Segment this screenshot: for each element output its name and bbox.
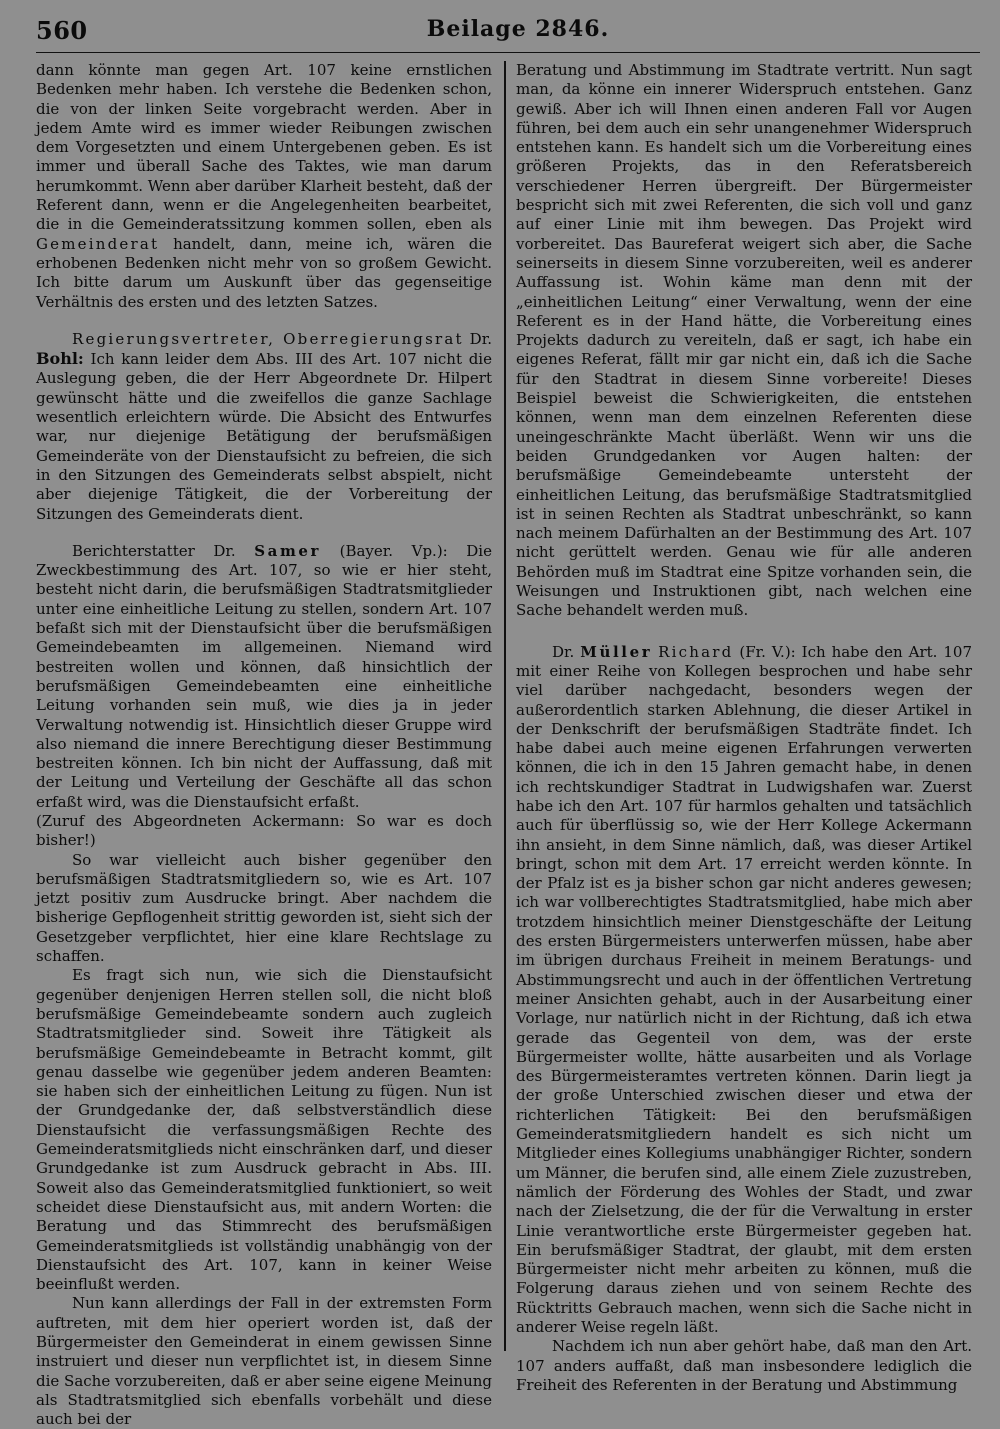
right-column <box>516 61 972 1429</box>
speaker-role: Berichterstatter Dr. <box>72 541 236 560</box>
left-column <box>36 61 492 1429</box>
paragraph: Nun kann allerdings der Fall in der extremsten Form auftreten, mit dem hier operiert worden ist, daß der Bürgermeister den Gemeinderat in einem gewissen Sinne instruiert und dieser nun verpflichtet ist, in diesem Sinne die Sache vorzubereiten, daß er aber seine eigene Meinung als Stadtratsmitglied sich ebenfalls vorbehält und diese auch bei der <box>36 1294 492 1429</box>
paragraph: Es fragt sich nun, wie sich die Dienstaufsicht gegenüber denjenigen Herren stellen soll, die nicht bloß berufsmäßige Gemeindebeamte sondern auch zugleich Stadtratsmitglieder sind. Soweit ihre Tätigkeit als berufsmäßige Gemeindebeamte in Betracht kommt, gilt genau dasselbe wie gegenüber jedem anderen Beamten: sie haben sich der einheitlichen Leitung zu fügen. Nun ist der Grundgedanke der, daß selbstverständlich diese Dienstaufsicht die verfassungsmäßigen Rechte des Gemeinderatsmitglieds nicht einschränken darf, und dieser Grundgedanke ist zum Ausdruck gebracht in Abs. III. Soweit also das Gemeinderatsmitglied funktioniert, so weit scheidet diese Dienstaufsicht aus, mit andern Worten: die Beratung und das Stimmrecht des berufsmäßigen Gemeinderatsmitglieds ist vollständig unabhängig von der Dienstaufsicht des Art. 107, kann in keiner Weise beeinflußt werden. <box>36 966 492 1294</box>
page-number: 560 <box>36 16 88 45</box>
interjection: (Zuruf des Abgeordneten Ackermann: So war es doch bisher!) <box>36 811 492 850</box>
speech-samer: Berichterstatter Dr. Samer (Bayer. Vp.): Die Zweckbestimmung des Art. 107, so wie er hier steht, besteht nicht darin, die berufsmäßigen Stadtratsmitglieder unter eine einheitliche Leitung zu stellen, sondern Art. 107 befaßt sich mit der Dienstaufsicht über die berufsmäßigen Gemeindebeamten im allgemeinen. Niemand wird bestreiten wollen und können, daß hinsichtlich der berufsmäßigen Gemeindebeamten eine einheitliche Leitung vorhanden sein muß, wie dies ja in jeder Verwaltung notwendig ist. Hinsichtlich dieser Gruppe wird also niemand die innere Berechtigung dieser Bestimmung bestreiten können. Ich bin nicht der Auffassung, daß mit der Leitung und Verteilung der Geschäfte all das schon erfaßt wird, was die Dienstaufsicht erfaßt. <box>36 541 492 811</box>
speaker-name: Samer <box>254 541 322 560</box>
paragraph: So war vielleicht auch bisher gegenüber den berufsmäßigen Stadtratsmitgliedern so, wie es Art. 107 jetzt positiv zum Ausdrucke bringt. Aber nachdem die bisherige Gepflogenheit strittig geworden ist, sieht sich der Gesetzgeber verpflichtet, hier eine klare Rechtslage zu schaffen. <box>36 850 492 966</box>
column-divider <box>504 61 506 1351</box>
speech-mueller: Dr. Müller Richard (Fr. V.): Ich habe den Art. 107 mit einer Reihe von Kollegen besprochen und habe sehr viel darüber nachgedacht, besonders wegen der außerordentlich starken Ablehnung, die dieser Artikel in der Denkschrift der berufsmäßigen Stadträte findet. Ich habe dabei auch meine eigenen Erfahrungen verwerten können, die ich in den 15 Jahren gemacht habe, in denen ich rechtskundiger Stadtrat in Ludwigshafen war. Zuerst habe ich den Art. 107 für harmlos gehalten und tatsächlich auch für überflüssig so, wie der Herr Kollege Ackermann ihn ansieht, in dem Sinne nämlich, daß, was dieser Artikel bringt, schon mit dem Art. 17 erreicht werden könnte. In der Pfalz ist es ja bisher schon gar nicht anderes gewesen; ich war vollberechtigtes Stadtratsmitglied, habe mich aber trotzdem hinsichtlich meiner Dienstgeschäfte der Leitung des ersten Bürgermeisters unterwerfen müssen, habe aber im übrigen durchaus Freiheit in meinem Beratungs- und Abstimmungsrecht und auch in der öffentlichen Vertretung meiner Ansichten gehabt, auch in der Ausarbeitung einer Vorlage, nur natürlich nicht in der Richtung, daß ich etwa gerade das Gegenteil von dem, was der erste Bürgermeister wollte, hätte ausarbeiten und als Vorlage des Bürgermeisteramtes vertreten können. Darin liegt ja der große Unterschied zwischen dieser und etwa der richterlichen Tätigkeit: Bei den berufsmäßigen Gemeinderatsmitgliedern handelt es sich nicht um Mitglieder eines Kollegiums unabhängiger Richter, sondern um Männer, die berufen sind, alle einem Ziele zuzustreben, nämlich der Förderung des Wohles der Stadt, und zwar nach der Zielsetzung, die der für die Verwaltung in erster Linie verantwortliche erste Bürgermeister gegeben hat. Ein berufsmäßiger Stadtrat, der glaubt, mit dem ersten Bürgermeister nicht mehr arbeiten zu können, muß die Folgerung daraus ziehen und von seinem Rechte des Rücktritts Gebrauch machen, wenn sich die Sache nicht in anderer Weise regeln läßt. <box>516 642 972 1336</box>
speaker-name: Müller <box>580 642 653 661</box>
paragraph: dann könnte man gegen Art. 107 keine ernstlichen Bedenken mehr haben. Ich verstehe die Bedenken schon, die von der linken Seite vorgebracht werden. Aber in jedem Amte wird es immer wieder Reibungen zwischen dem Vorgesetzten und einem Untergebenen geben. Es ist immer und überall Sache des Taktes, wie man darum herumkommt. Wenn aber darüber Klarheit besteht, daß der Referent dann, wenn er die Angelegenheiten bearbeitet, die in die Gemeinderatssitzung kommen sollen, eben als Gemeinderat handelt, dann, meine ich, wären die erhobenen Bedenken nicht mehr von so großem Gewicht. Ich bitte darum um Auskunft über das gegenseitige Verhältnis des ersten und des letzten Satzes. <box>36 61 492 311</box>
paragraph: Beratung und Abstimmung im Stadtrate vertritt. Nun sagt man, da könne ein innerer Widerspruch entstehen. Ganz gewiß. Aber ich will Ihnen einen anderen Fall vor Augen führen, bei dem auch ein sehr unangenehmer Widerspruch entstehen kann. Es handelt sich um die Vorbereitung eines größeren Projekts, das in den Referatsbereich verschiedener Herren übergreift. Der Bürgermeister bespricht sich mit zwei Referenten, die sich voll und ganz auf einer Linie mit ihm bewegen. Das Projekt wird vorbereitet. Das Baureferat weigert sich aber, die Sache seinerseits in diesem Sinne vorzubereiten, weil es anderer Auffassung ist. Wohin käme man denn mit der „einheitlichen Leitung“ einer Verwaltung, wenn der eine Referent es in der Hand hätte, die Vorbereitung eines Projekts dadurch zu vereiteln, daß er sagt, ich habe ein eigenes Referat, fällt mir gar nicht ein, daß ich die Sache für den Stadtrat in diesem Sinne vorbereite! Dieses Beispiel beweist die Schwierigkeiten, die entstehen können, wenn man dem einzelnen Referenten diese uneingeschränkte Macht überläßt. Wenn wir uns die beiden Grundgedanken vor Augen halten: der berufsmäßige Gemeindebeamte untersteht der einheitlichen Leitung, das berufsmäßige Stadtratsmitglied ist in seinen Rechten als Stadtrat unbeschränkt, so kann nach meinem Dafürhalten an der Bestimmung des Art. 107 nicht gerüttelt werden. Genau wie für alle anderen Behörden muß im Stadtrat eine Spitze vorhanden sein, die Weisungen und Instruktionen gibt, nach welchen eine Sache behandelt werden muß. <box>516 61 972 620</box>
paragraph: Nachdem ich nun aber gehört habe, daß man den Art. 107 anders auffaßt, daß man insbesondere lediglich die Freiheit des Referenten in der Beratung und Abstimmung <box>516 1337 972 1394</box>
text-columns <box>36 61 980 1429</box>
page-header <box>36 14 980 53</box>
page-title: Beilage 2846. <box>426 16 610 42</box>
speaker-name: Bohl: <box>36 349 84 369</box>
speech-bohl: Regierungsvertreter, Oberregierungsrat Dr. Bohl: Ich kann leider dem Abs. III des Art. 107 nicht die Auslegung geben, die der Herr Abgeordnete Dr. Hilpert gewünscht hätte und die zweifellos die ganze Sachlage wesentlich erleichtern würde. Die Absicht des Entwurfes war, nur diejenige Betätigung der berufsmäßigen Gemeinderäte von der Dienstaufsicht zu befreien, die sich in den Sitzungen des Gemeinderats selbst abspielt, nicht aber diejenige Tätigkeit, die der Vorbereitung der Sitzungen des Gemeinderats dient. <box>36 329 492 523</box>
speaker-role: Regierungsvertreter, Oberregierungsrat <box>72 329 464 348</box>
